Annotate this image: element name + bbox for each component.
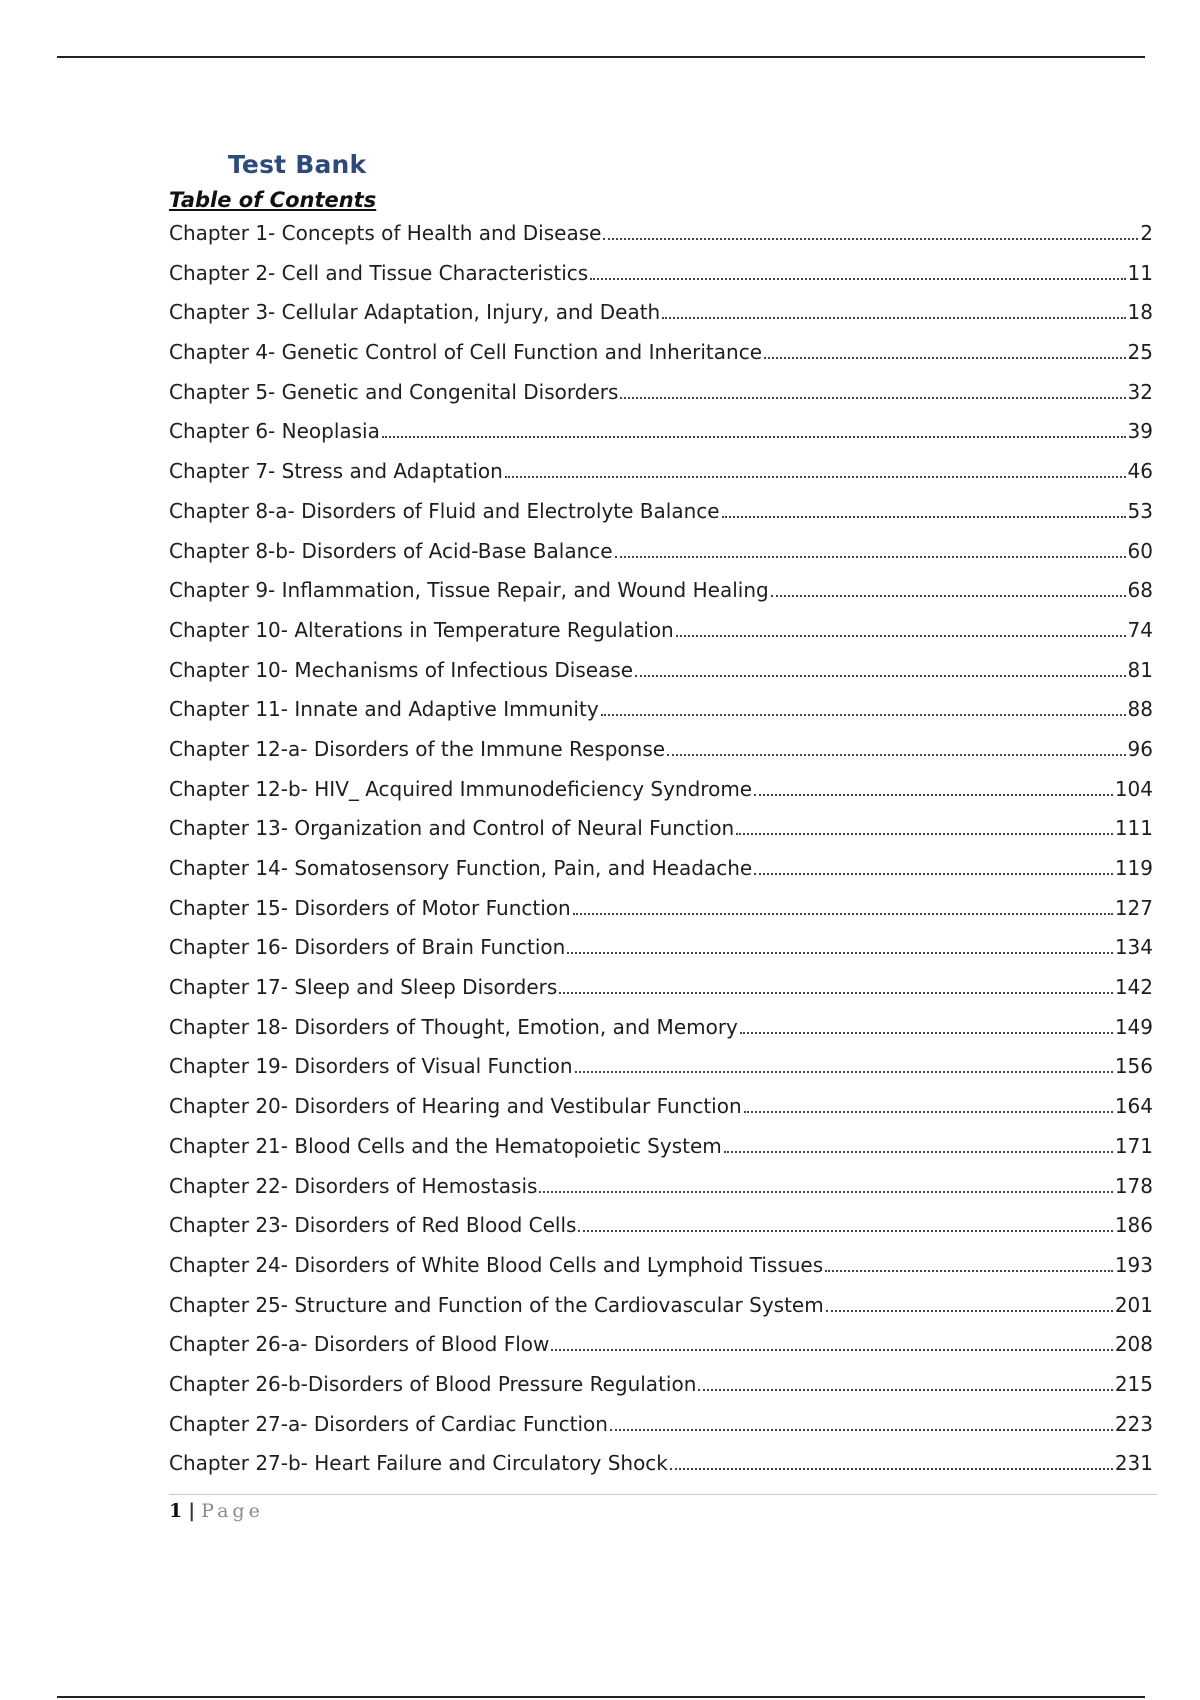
toc-entry-page: 186 xyxy=(1114,1213,1153,1238)
toc-entry[interactable] xyxy=(169,1407,1153,1447)
toc-entry-page: 25 xyxy=(1127,340,1153,365)
table-of-contents xyxy=(169,216,1153,1486)
toc-dot-leader xyxy=(744,1111,1113,1113)
toc-dot-leader xyxy=(667,754,1126,756)
toc-entry-page: 96 xyxy=(1127,736,1153,761)
toc-entry-label: Chapter 20- Disorders of Hearing and Vestibular Function xyxy=(169,1094,742,1119)
toc-dot-leader xyxy=(539,1191,1112,1193)
toc-entry[interactable] xyxy=(169,335,1153,375)
toc-dot-leader xyxy=(615,556,1126,558)
toc-dot-leader xyxy=(825,1270,1113,1272)
toc-dot-leader xyxy=(551,1349,1112,1351)
toc-entry-page: 201 xyxy=(1114,1292,1153,1317)
toc-dot-leader xyxy=(382,436,1126,438)
toc-entry[interactable] xyxy=(169,1248,1153,1288)
toc-dot-leader xyxy=(620,397,1125,399)
toc-dot-leader xyxy=(575,1071,1113,1073)
toc-entry-label: Chapter 8-b- Disorders of Acid-Base Balance xyxy=(169,538,613,563)
toc-entry-page: 18 xyxy=(1127,300,1153,325)
toc-entry[interactable] xyxy=(169,811,1153,851)
toc-entry[interactable] xyxy=(169,414,1153,454)
toc-entry-page: 178 xyxy=(1114,1173,1153,1198)
toc-entry-page: 223 xyxy=(1114,1411,1153,1436)
toc-entry[interactable] xyxy=(169,1367,1153,1407)
toc-entry[interactable] xyxy=(169,732,1153,772)
toc-entry[interactable] xyxy=(169,454,1153,494)
toc-entry-label: Chapter 24- Disorders of White Blood Cells and Lymphoid Tissues xyxy=(169,1252,824,1277)
toc-dot-leader xyxy=(740,1032,1113,1034)
toc-entry[interactable] xyxy=(169,970,1153,1010)
toc-entry[interactable] xyxy=(169,891,1153,931)
toc-entry-label: Chapter 14- Somatosensory Function, Pain, and Headache xyxy=(169,856,753,880)
toc-dot-leader xyxy=(754,873,1113,875)
toc-entry-page: 104 xyxy=(1114,776,1153,801)
toc-entry-label: Chapter 26-b-Disorders of Blood Pressure Regulation xyxy=(169,1371,697,1396)
toc-entry-page: 193 xyxy=(1114,1252,1153,1277)
toc-entry-page: 39 xyxy=(1127,419,1153,444)
toc-entry[interactable] xyxy=(169,494,1153,534)
toc-dot-leader xyxy=(676,635,1126,637)
toc-entry[interactable] xyxy=(169,1169,1153,1209)
toc-entry-label: Chapter 4- Genetic Control of Cell Function and Inheritance xyxy=(169,340,762,365)
toc-entry-page: 32 xyxy=(1127,379,1153,404)
toc-entry-page: 134 xyxy=(1114,935,1153,960)
toc-entry-label: Chapter 1- Concepts of Health and Disease xyxy=(169,221,602,245)
toc-entry-label: Chapter 12-b- HIV_ Acquired Immunodeficiency Syndrome xyxy=(169,776,753,801)
toc-entry-label: Chapter 15- Disorders of Motor Function xyxy=(169,895,571,920)
toc-entry-page: 231 xyxy=(1114,1451,1153,1476)
toc-entry-label: Chapter 10- Mechanisms of Infectious Disease xyxy=(169,657,634,682)
toc-entry[interactable] xyxy=(169,930,1153,970)
toc-dot-leader xyxy=(662,317,1125,319)
footer-rule xyxy=(169,1494,1157,1495)
toc-entry-page: 149 xyxy=(1114,1014,1153,1039)
toc-entry[interactable] xyxy=(169,692,1153,732)
toc-dot-leader xyxy=(771,595,1126,597)
document-title: Test Bank xyxy=(228,150,367,179)
toc-entry-page: 74 xyxy=(1127,617,1153,642)
toc-dot-leader xyxy=(505,476,1126,478)
toc-entry-label: Chapter 22- Disorders of Hemostasis xyxy=(169,1173,538,1198)
toc-dot-leader xyxy=(754,794,1113,796)
toc-entry-label: Chapter 27-a- Disorders of Cardiac Function xyxy=(169,1411,608,1436)
toc-dot-leader xyxy=(601,714,1126,716)
toc-entry[interactable] xyxy=(169,1089,1153,1129)
toc-dot-leader xyxy=(826,1310,1113,1312)
toc-entry-page: 68 xyxy=(1127,578,1153,603)
toc-entry-page: 60 xyxy=(1127,538,1153,563)
toc-entry[interactable] xyxy=(169,1049,1153,1089)
toc-dot-leader xyxy=(559,992,1113,994)
toc-entry-label: Chapter 27-b- Heart Failure and Circulatory Shock xyxy=(169,1451,668,1476)
toc-entry[interactable] xyxy=(169,375,1153,415)
toc-entry-label: Chapter 17- Sleep and Sleep Disorders xyxy=(169,975,558,1000)
toc-entry[interactable] xyxy=(169,295,1153,335)
toc-entry[interactable] xyxy=(169,851,1153,891)
toc-entry-label: Chapter 10- Alterations in Temperature Regulation xyxy=(169,617,674,642)
toc-entry-label: Chapter 16- Disorders of Brain Function xyxy=(169,935,566,960)
toc-dot-leader xyxy=(635,675,1126,677)
toc-dot-leader xyxy=(610,1429,1113,1431)
toc-entry[interactable] xyxy=(169,653,1153,693)
toc-entry-label: Chapter 7- Stress and Adaptation xyxy=(169,459,503,484)
toc-entry-label: Chapter 12-a- Disorders of the Immune Response xyxy=(169,736,666,761)
toc-entry[interactable] xyxy=(169,1010,1153,1050)
toc-entry-page: 127 xyxy=(1114,895,1153,920)
toc-entry[interactable] xyxy=(169,1288,1153,1328)
toc-entry-label: Chapter 21- Blood Cells and the Hematopoietic System xyxy=(169,1133,722,1158)
toc-entry-page: 2 xyxy=(1140,221,1153,245)
toc-entry-label: Chapter 6- Neoplasia xyxy=(169,419,380,444)
toc-entry-page: 88 xyxy=(1127,697,1153,722)
toc-entry-page: 156 xyxy=(1114,1054,1153,1079)
toc-entry-page: 142 xyxy=(1114,975,1153,1000)
toc-entry[interactable] xyxy=(169,534,1153,574)
toc-dot-leader xyxy=(590,278,1125,280)
toc-entry-label: Chapter 8-a- Disorders of Fluid and Electrolyte Balance xyxy=(169,498,720,523)
toc-entry-label: Chapter 9- Inflammation, Tissue Repair, and Wound Healing xyxy=(169,578,769,603)
toc-entry-page: 81 xyxy=(1127,657,1153,682)
toc-entry-page: 119 xyxy=(1114,856,1153,880)
toc-entry-label: Chapter 11- Innate and Adaptive Immunity xyxy=(169,697,599,722)
toc-dot-leader xyxy=(573,913,1113,915)
toc-entry-label: Chapter 23- Disorders of Red Blood Cells xyxy=(169,1213,577,1238)
toc-entry[interactable] xyxy=(169,613,1153,653)
toc-entry-label: Chapter 18- Disorders of Thought, Emotion, and Memory xyxy=(169,1014,738,1039)
toc-entry-label: Chapter 25- Structure and Function of the Cardiovascular System xyxy=(169,1292,824,1317)
page-footer xyxy=(169,1500,264,1522)
toc-dot-leader xyxy=(567,952,1112,954)
toc-entry[interactable] xyxy=(169,573,1153,613)
toc-dot-leader xyxy=(603,238,1138,240)
toc-entry-label: Chapter 13- Organization and Control of Neural Function xyxy=(169,816,735,841)
toc-entry-label: Chapter 2- Cell and Tissue Characteristics xyxy=(169,260,589,285)
toc-entry-label: Chapter 26-a- Disorders of Blood Flow xyxy=(169,1332,550,1357)
toc-entry-label: Chapter 19- Disorders of Visual Function xyxy=(169,1054,573,1079)
toc-entry[interactable] xyxy=(169,216,1153,256)
toc-dot-leader xyxy=(722,516,1126,518)
footer-page-word: Page xyxy=(201,1500,264,1522)
toc-entry-label: Chapter 5- Genetic and Congenital Disorders xyxy=(169,379,619,404)
toc-entry-page: 215 xyxy=(1114,1371,1153,1396)
toc-entry[interactable] xyxy=(169,1327,1153,1367)
bottom-rule xyxy=(57,1696,1145,1698)
toc-entry-page: 11 xyxy=(1127,260,1153,285)
top-rule xyxy=(57,56,1145,58)
toc-entry-page: 171 xyxy=(1114,1133,1153,1158)
toc-dot-leader xyxy=(724,1151,1113,1153)
toc-entry-page: 164 xyxy=(1114,1094,1153,1119)
toc-entry-page: 53 xyxy=(1127,498,1153,523)
toc-entry-page: 208 xyxy=(1114,1332,1153,1357)
toc-dot-leader xyxy=(736,833,1113,835)
toc-dot-leader xyxy=(698,1389,1112,1391)
footer-page-number: 1 xyxy=(169,1500,185,1522)
toc-dot-leader xyxy=(764,357,1126,359)
toc-entry[interactable] xyxy=(169,772,1153,812)
toc-entry[interactable] xyxy=(169,1446,1153,1486)
toc-entry[interactable] xyxy=(169,1129,1153,1169)
toc-entry-page: 46 xyxy=(1127,459,1153,484)
toc-dot-leader xyxy=(670,1468,1113,1470)
toc-dot-leader xyxy=(578,1230,1112,1232)
toc-entry[interactable] xyxy=(169,1208,1153,1248)
toc-entry-page: 111 xyxy=(1114,816,1153,841)
footer-separator: | xyxy=(188,1500,198,1522)
toc-heading: Table of Contents xyxy=(169,188,377,212)
toc-entry-label: Chapter 3- Cellular Adaptation, Injury, and Death xyxy=(169,300,661,325)
toc-entry[interactable] xyxy=(169,256,1153,296)
